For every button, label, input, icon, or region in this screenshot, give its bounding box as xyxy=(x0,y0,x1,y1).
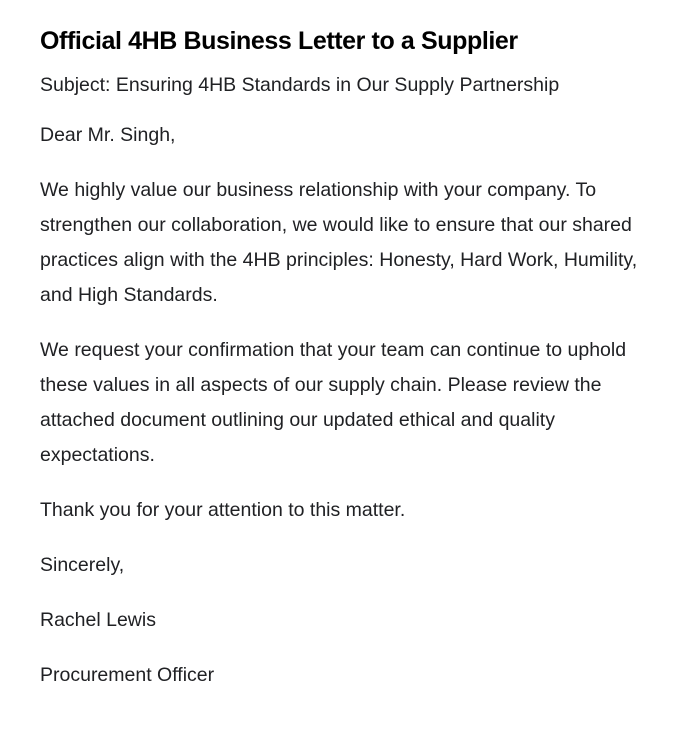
letter-salutation: Dear Mr. Singh, xyxy=(40,124,176,146)
letter-closing: Sincerely, xyxy=(40,554,125,576)
signer-title: Procurement Officer xyxy=(40,664,215,686)
letter-paragraph-1: We highly value our business relationship with your company. To strengthen our collaboration, we would like to ensure that our shared practices align with the 4HB principles: Honesty, Hard Work, Humility, and High Standards. xyxy=(40,179,638,306)
letter-title: Official 4HB Business Letter to a Supplier xyxy=(40,27,518,55)
letter-document xyxy=(40,0,640,693)
signer-name: Rachel Lewis xyxy=(40,609,156,631)
letter-paragraph-2: We request your confirmation that your team can continue to uphold these values in all aspects of our supply chain. Please review the attached document outlining our updated ethical and quality expectations. xyxy=(40,339,627,466)
letter-subject: Subject: Ensuring 4HB Standards in Our Supply Partnership xyxy=(40,74,560,96)
letter-thanks: Thank you for your attention to this matter. xyxy=(40,499,406,521)
